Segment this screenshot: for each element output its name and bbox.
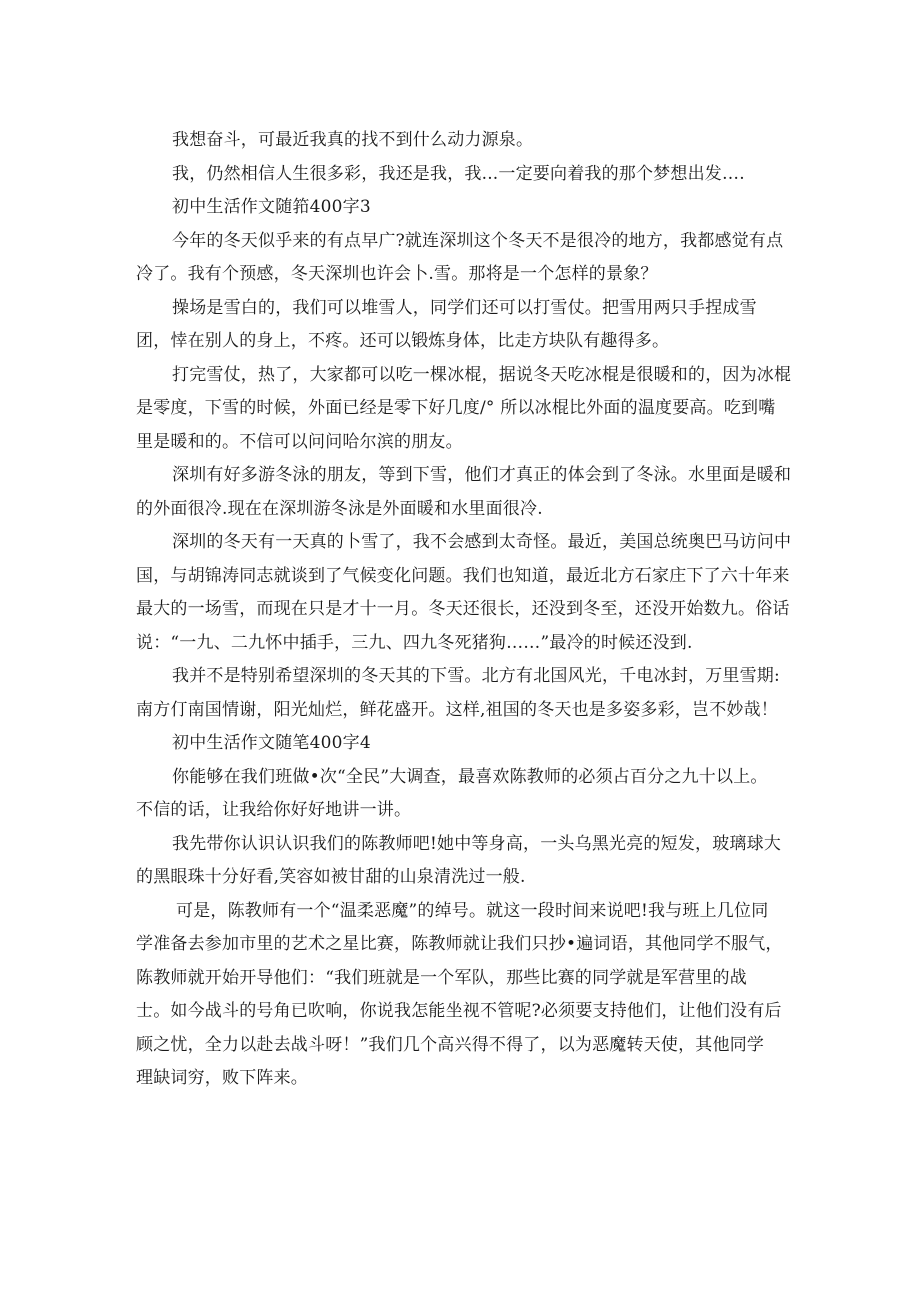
section-heading: 初中生活作文随筘400字3 bbox=[172, 197, 371, 217]
paragraph-line: 学准备去参加市里的艺术之星比赛，陈教师就让我们只抄•遍词语，其他同学不服气， bbox=[136, 934, 783, 954]
paragraph-line: 团，悻在别人的身上，不疼。还可以锻炼身体，比走方块队有趣得多。 bbox=[136, 331, 670, 351]
paragraph-line: 冷了。我有个预感，冬天深圳也许会卜.雪。那将是一个怎样的景象？ bbox=[136, 264, 658, 284]
paragraph-line: 可是，陈教师有一个“温柔恶魔”的绰号。就这一段时间来说吧!我与班上几位同 bbox=[176, 900, 769, 921]
paragraph-line: 我想奋斗，可最近我真的找不到什么动力源泉。 bbox=[172, 130, 534, 150]
document-body bbox=[136, 124, 796, 1096]
paragraph-line: 顾之忧，全力以赴去战斗呀！”我们几个高兴得不得了，以为恶魔转天使，其他同学 bbox=[136, 1034, 765, 1055]
paragraph-line: 深圳有好多游冬泳的朋友，等到下雪，他们才真正的体会到了冬泳。水里面是暖和 bbox=[172, 465, 792, 485]
section-heading: 初中生活作文随笔400字4 bbox=[172, 733, 371, 753]
paragraph-line: 是零度，下雪的时候，外面已经是零下好几度/° 所以冰棍比外面的温度要高。吃到嘴 bbox=[136, 398, 776, 418]
paragraph-line: 国，与胡锦涛同志就谈到了气候变化问题。我们也知道，最近北方石家庄下了六十年来 bbox=[136, 565, 790, 586]
paragraph-line: 的外面很冷.现在在深圳游冬泳是外面暖和水里面很冷. bbox=[136, 498, 543, 519]
paragraph-line: 深圳的冬天有一天真的卜雪了，我不会感到太奇怪。最近，美国总统奥巴马访问中 bbox=[172, 532, 792, 552]
paragraph-line: 最大的一场雪，而现在只是才十一月。冬天还很长，还没到冬至，还没开始数九。俗话 bbox=[136, 599, 790, 619]
paragraph-line: 我并不是特别希望深圳的冬天其的下雪。北方有北国风光，千电冰封，万里雪期: bbox=[172, 666, 780, 686]
paragraph-line: 今年的冬天似乎来的有点早广?就连深圳这个冬天不是很冷的地方，我都感觉有点 bbox=[172, 230, 784, 251]
paragraph-line: 士。如今战斗的号角已吹响，你说我怎能坐视不管呢?必须要支持他们，让他们没有后 bbox=[136, 1001, 782, 1021]
paragraph-line: 你能够在我们班做•次“全民”大调查，最喜欢陈教师的必须占百分之九十以上。 bbox=[172, 766, 768, 787]
paragraph-line: 的黑眼珠十分好看,笑容如被甘甜的山泉清洗过一般. bbox=[136, 867, 526, 887]
paragraph-line: 操场是雪白的，我们可以堆雪人，同学们还可以打雪仗。把雪用两只手捏成雪 bbox=[172, 297, 757, 318]
paragraph-line: 不信的话，让我给你好好地讲一讲。 bbox=[136, 800, 412, 820]
paragraph-line: 说：“一九、二九怀中插手，三九、四九冬死猪狗……”最冷的时候还没到. bbox=[136, 632, 693, 653]
paragraph-line: 打完雪仗，热了，大家都可以吃一棵冰棍，据说冬天吃冰棍是很暖和的，因为冰棍 bbox=[172, 364, 792, 385]
paragraph-line: 我先带你认识认识我们的陈教师吧!她中等身高，一头乌黑光亮的短发，玻璃球大 bbox=[172, 833, 782, 854]
paragraph-line: 我，仍然相信人生很多彩，我还是我，我...一定要向着我的那个梦想出发…. bbox=[172, 163, 745, 184]
paragraph-line: 理缺词穷，败下阵来。 bbox=[136, 1068, 308, 1088]
paragraph-line: 里是暖和的。不信可以问问哈尔滨的朋友。 bbox=[136, 431, 463, 452]
paragraph-line: 陈教师就开始开导他们：“我们班就是一个军队，那些比赛的同学就是军营里的战 bbox=[136, 967, 747, 988]
paragraph-line: 南方仃南国情谢，阳光灿烂，鲜花盛开。这样,祖国的冬天也是多姿多彩，岂不妙哉！ bbox=[136, 699, 779, 720]
